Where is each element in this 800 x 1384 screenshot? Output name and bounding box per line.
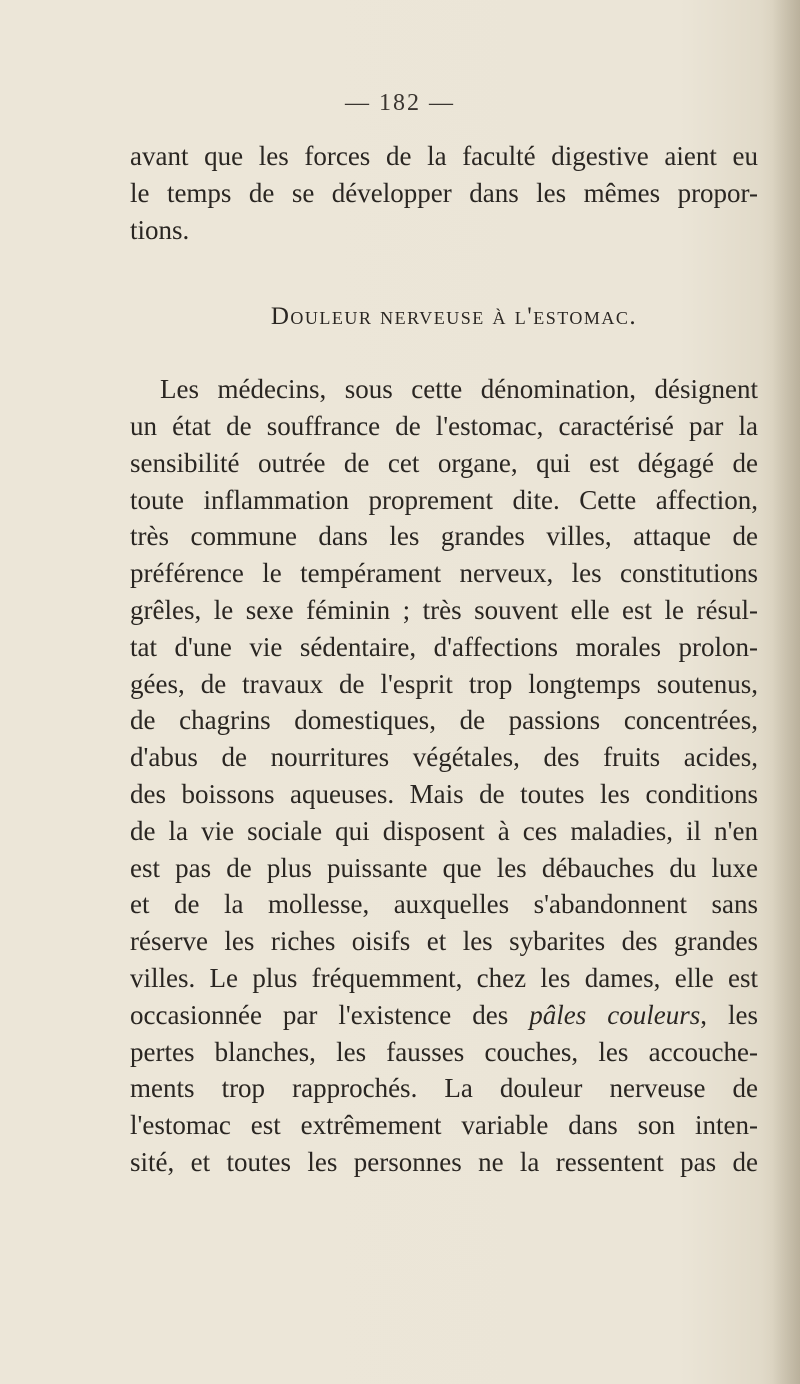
body-line: pertes blanches, les fausses couches, les accouche- [130,1036,758,1067]
body-line: ments trop rapprochés. La douleur nerveuse de [130,1073,758,1104]
body-line: tat d'une vie sédentaire, d'affections morales prolon- [130,631,758,662]
body-line: est pas de plus puissante que les débauches du luxe [130,852,758,883]
body-line: villes. Le plus fréquemment, chez les dames, elle est [130,962,758,993]
text-run: occasionnée par l'existence des [130,999,530,1030]
intro-line: tions. [130,214,190,245]
body-line: d'abus de nourritures végétales, des fruits acides, [130,742,758,773]
body-line-italic [130,997,758,1034]
page-edge-shadow [772,0,800,1384]
body-line: sensibilité outrée de cet organe, qui est dégagé de [130,447,758,478]
italic-term: pâles couleurs [529,999,701,1030]
body-line: très commune dans les grandes villes, attaque de [130,521,758,552]
text-run: , les [700,999,758,1030]
body-line: de la vie sociale qui disposent à ces maladies, il n'en [130,815,758,846]
page-text [130,138,758,1181]
page-number: — 182 — [345,90,455,116]
body-line: un état de souffrance de l'estomac, caractérisé par la [130,410,758,441]
body-line: sité, et toutes les personnes ne la ressentent pas de [130,1146,758,1177]
body-line: grêles, le sexe féminin ; très souvent elle est le résul- [130,594,758,625]
body-line: des boissons aqueuses. Mais de toutes les conditions [130,778,758,809]
body-line: et de la mollesse, auxquelles s'abandonnent sans [130,889,758,920]
body-line: préférence le tempérament nerveux, les constitutions [130,558,758,589]
body-line: l'estomac est extrêmement variable dans son inten- [130,1110,758,1141]
body-line: gées, de travaux de l'esprit trop longtemps soutenus, [130,668,758,699]
body-line: toute inflammation proprement dite. Cette affection, [130,484,758,515]
body-line: de chagrins domestiques, de passions concentrées, [130,705,758,736]
body-line: réserve les riches oisifs et les sybarites des grandes [130,926,758,957]
body-line: Les médecins, sous cette dénomination, désignent [160,374,758,405]
intro-line: avant que les forces de la faculté digestive aient eu [130,141,758,171]
intro-line: le temps de se développer dans les mêmes propor- [130,177,758,208]
section-heading: Douleur nerveuse à l'estomac. [270,303,638,331]
